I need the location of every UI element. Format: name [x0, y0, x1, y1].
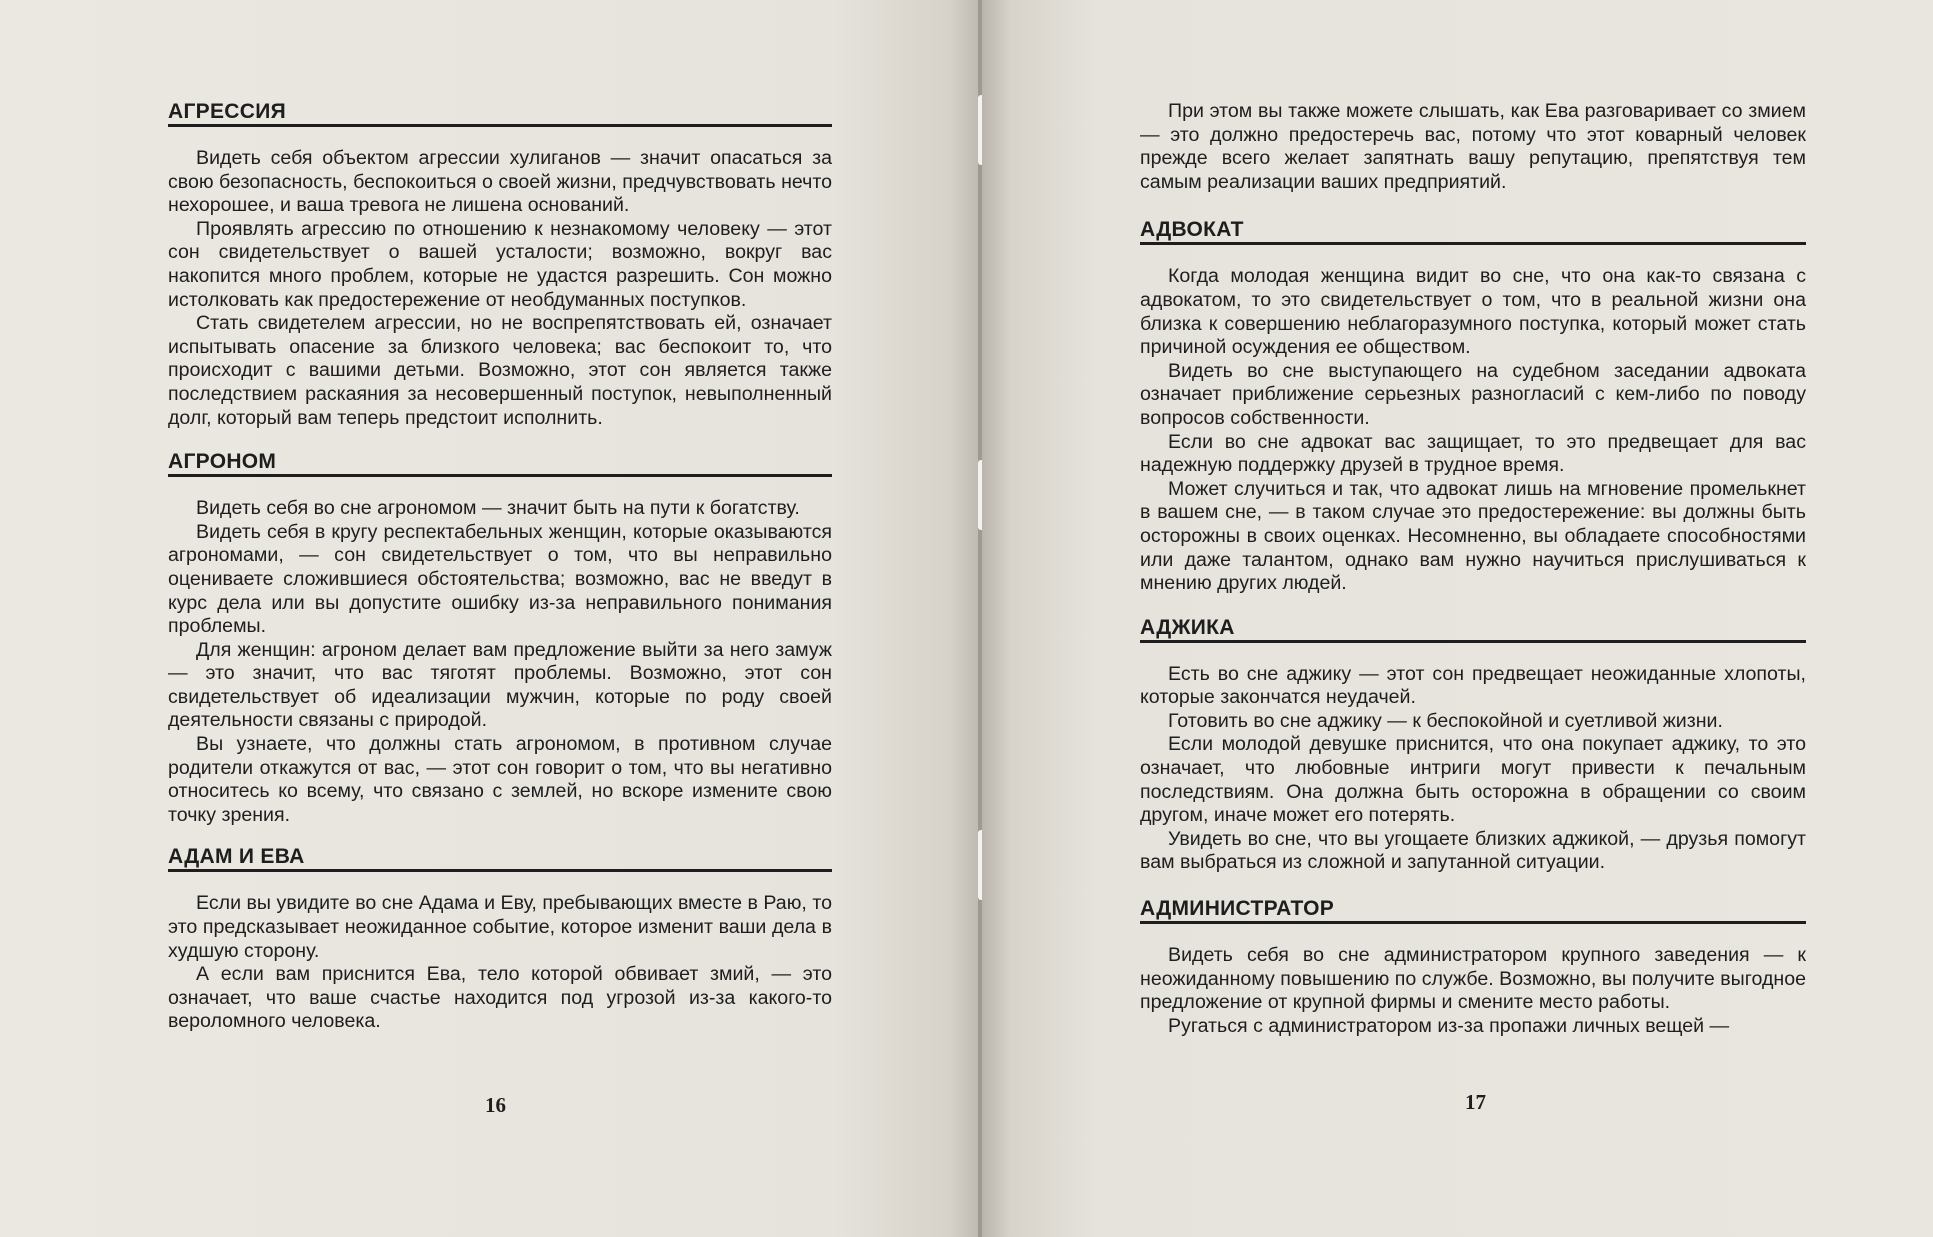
paragraph: А если вам приснится Ева, тело которой обвивает змий, — это означает, что ваше счастье находится под угрозой из-за какого-то вероломного человека.: [168, 963, 832, 1033]
paragraph: Если во сне адвокат вас защищает, то это предвещает для вас надежную поддержку друзей в трудное время.: [1140, 430, 1806, 477]
entry-heading: АДВОКАТ: [1140, 218, 1806, 245]
paragraph: Когда молодая женщина видит во сне, что она как-то связана с адвокатом, то это свидетельствует о том, что в реальной жизни она близка к совершению неблагоразумного поступка, который может стать причиной осуждения ее обществом.: [1140, 265, 1806, 359]
paragraph: Видеть во сне выступающего на судебном заседании адвоката означает приближение серьезных разногласий с кем-либо по поводу вопросов собственности.: [1140, 359, 1806, 429]
paragraph: Если вы увидите во сне Адама и Еву, пребывающих вместе в Раю, то это предсказывает неожиданное событие, которое изменит ваши дела в худшую сторону.: [168, 892, 832, 962]
paragraph: Может случиться и так, что адвокат лишь на мгновение промелькнет в вашем сне, — в таком случае это предостережение: вы должны быть осторожны в своих оценках. Несомненно, вы обладаете способностями или даже талантом, однако вам нужно научиться прислушиваться к мнению других людей.: [1140, 477, 1806, 595]
paragraph: Стать свидетелем агрессии, но не воспрепятствовать ей, означает испытывать опасение за близкого человека; вас беспокоит то, что происходит с вашими детьми. Возможно, этот сон является также последствием раскаяния за несовершенный поступок, невыполненный долг, который вам теперь предстоит исполнить.: [168, 312, 832, 429]
entry-adzhika: [1140, 616, 1806, 875]
paragraph: Вы узнаете, что должны стать агрономом, в противном случае родители откажутся от вас, — этот сон говорит о том, что вы негативно относитесь ко всему, что связано с землей, но вскоре измените свою точку зрения.: [168, 733, 832, 826]
entry-adam-i-eva: [168, 845, 832, 1034]
page-number: 17: [1465, 1090, 1486, 1114]
paragraph: Есть во сне аджику — этот сон предвещает неожиданные хлопоты, которые закончатся неудачей.: [1140, 662, 1806, 709]
paragraph: Видеть себя в кругу респектабельных женщин, которые оказываются агрономами, — сон свидетельствует о том, что вы неправильно оцениваете сложившиеся обстоятельства; возможно, вас не введут в курс дела или вы допустите ошибку из-за неправильного понимания проблемы.: [168, 520, 832, 638]
paragraph: Ругаться с администратором из-за пропажи личных вещей —: [1168, 1014, 1730, 1037]
entry-advokat: [1140, 218, 1806, 595]
page-number: 16: [485, 1093, 506, 1117]
paragraph: Увидеть во сне, что вы угощаете близких аджикой, — друзья помогут вам выбраться из сложной и запутанной ситуации.: [1140, 827, 1806, 874]
entry-heading: АГРЕССИЯ: [168, 100, 832, 127]
paragraph: Проявлять агрессию по отношению к незнакомому человеку — этот сон свидетельствует о вашей усталости; возможно, вокруг вас накопится много проблем, которые не удастся разрешить. Сон можно истолковать как предостережение от необдуманных поступков.: [168, 217, 832, 311]
entry-heading: АДМИНИСТРАТОР: [1140, 897, 1806, 924]
entry-heading: АДЖИКА: [1140, 616, 1806, 643]
paragraph: Если молодой девушке приснится, что она покупает аджику, то это означает, что любовные интриги могут привести к печальным последствиям. Она должна быть осторожна в обращении со своим другом, иначе может его потерять.: [1140, 733, 1806, 827]
continued-paragraph: При этом вы также можете слышать, как Ева разговаривает со змием — это должно предостеречь вас, потому что этот коварный человек прежде всего желает запятнать вашу репутацию, препятствуя тем самым реализации ваших предприятий.: [1140, 100, 1806, 193]
entry-heading: АДАМ И ЕВА: [168, 845, 832, 872]
left-column: [168, 100, 832, 1034]
paragraph: Для женщин: агроном делает вам предложение выйти за него замуж — это значит, что вас тяготят проблемы. Возможно, этот сон свидетельствует об идеализации мужчин, которые по роду своей деятельности связаны с природой.: [168, 638, 832, 732]
entry-heading: АГРОНОМ: [168, 450, 832, 477]
entry-agronom: [168, 450, 832, 827]
right-page: [982, 0, 1933, 1237]
paragraph: Готовить во сне аджику — к беспокойной и суетливой жизни.: [1168, 709, 1723, 732]
right-column: [1140, 100, 1806, 1038]
entry-agressiya: [168, 100, 832, 430]
entry-administrator: [1140, 897, 1806, 1038]
paragraph: Видеть себя во сне администратором крупного заведения — к неожиданному повышению по службе. Возможно, вы получите выгодное предложение от крупной фирмы и смените место работы.: [1140, 944, 1806, 1014]
paragraph: Видеть себя во сне агрономом — значит быть на пути к богатству.: [196, 497, 800, 520]
paragraph: Видеть себя объектом агрессии хулиганов — значит опасаться за свою безопасность, беспокоиться о своей жизни, предчувствовать нечто нехорошее, и ваша тревога не лишена оснований.: [168, 147, 832, 217]
